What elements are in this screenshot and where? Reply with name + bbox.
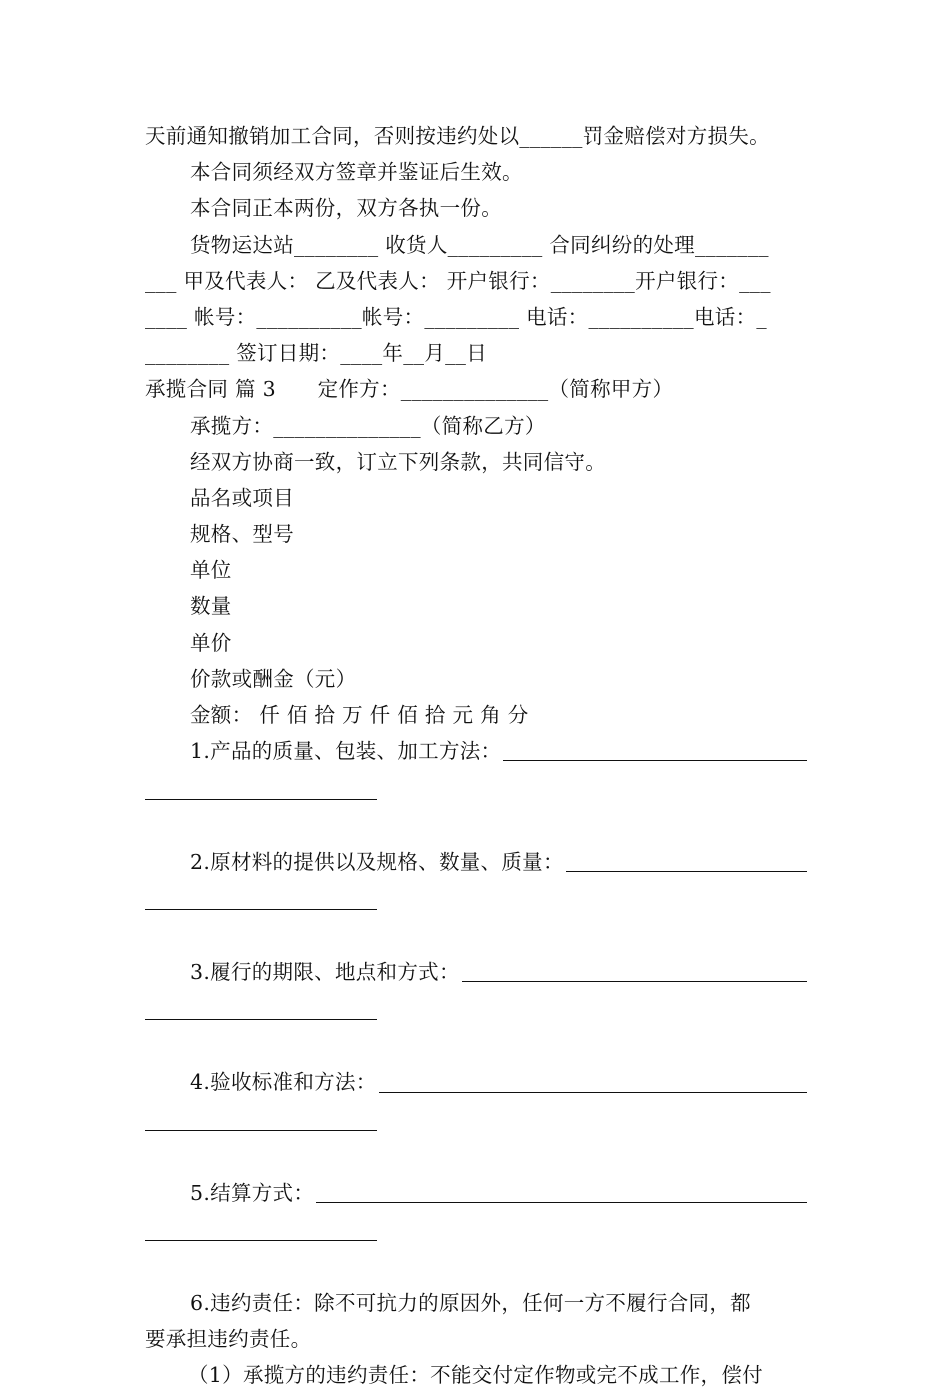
fill-in-rule [145,799,377,800]
text-line: 价款或酬金（元） [190,666,357,691]
text-line: 规格、型号 [190,522,294,547]
text-line: ___ 甲及代表人： 乙及代表人： 开户银行：________开户银行：___ [145,268,771,293]
clause-row [145,954,807,990]
continuation-rule-row [145,880,807,916]
text-line: 6.违约责任：除不可抗力的原因外，任何一方不履行合同，都 [190,1291,751,1316]
fill-in-rule [566,871,807,872]
clause-row [145,733,807,769]
text-line: 货物运达站________ 收货人_________ 合同纠纷的处理_______ [190,232,769,257]
fill-in-rule [145,1240,377,1241]
clause-label: 1.产品的质量、包装、加工方法： [190,739,502,764]
text-line: 数量 [190,594,232,619]
text-line: 品名或项目 [190,485,294,510]
text-line: 天前通知撤销加工合同，否则按违约处以______罚金赔偿对方损失。 [145,124,770,148]
continuation-rule-row [145,1211,807,1247]
clause-row [145,844,807,880]
clause-label: 5.结算方式： [190,1180,315,1205]
fill-in-rule [145,909,377,910]
continuation-rule-row [145,990,807,1026]
text-line: 单位 [190,558,232,583]
section-heading: 承揽合同 篇 3 定作方：______________（简称甲方） [145,377,674,402]
text-line: ________ 签订日期：____年__月__日 [145,341,488,366]
continuation-rule-row [145,1101,807,1137]
text-line: 本合同须经双方签章并鉴证后生效。 [190,160,523,185]
fill-in-rule [316,1202,807,1203]
text-line: （1）承揽方的违约责任：不能交付定作物或完不成工作，偿付 [188,1363,763,1388]
document-page [145,118,807,1394]
clause-row [145,1064,807,1100]
fill-in-rule [145,1019,377,1020]
text-line: 单价 [190,630,232,655]
clause-label: 2.原材料的提供以及规格、数量、质量： [190,849,564,874]
clause-row [145,1175,807,1211]
fill-in-rule [503,760,807,761]
text-line: ____ 帐号：__________帐号：_________ 电话：__________电话：_ [145,304,767,329]
fill-in-rule [379,1092,807,1093]
text-line: 本合同正本两份，双方各执一份。 [190,196,502,221]
text-line: 承揽方：______________（简称乙方） [190,413,546,438]
fill-in-rule [462,981,807,982]
text-line: 经双方协商一致，订立下列条款，共同信守。 [190,449,606,474]
clause-label: 3.履行的期限、地点和方式： [190,959,460,984]
text-line: 金额： 仟 佰 拾 万 仟 佰 拾 元 角 分 [190,703,529,727]
clause-label: 4.验收标准和方法： [190,1070,377,1095]
text-line: 要承担违约责任。 [145,1327,312,1352]
fill-in-rule [145,1130,377,1131]
continuation-rule-row [145,769,807,805]
